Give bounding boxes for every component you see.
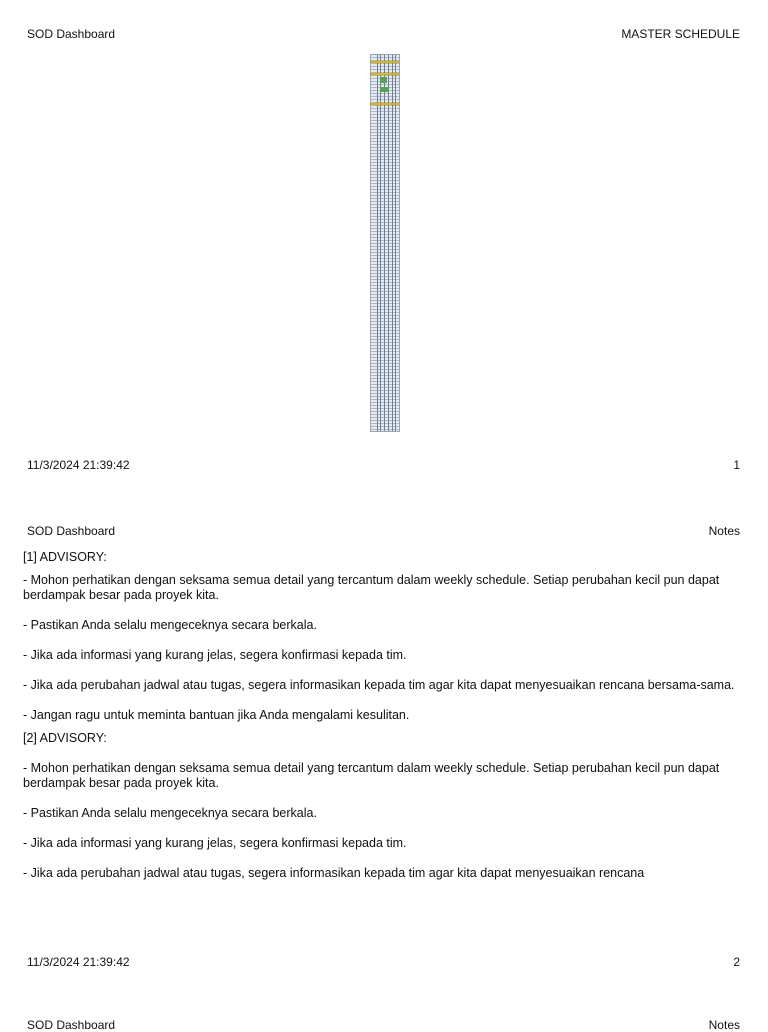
page-header-left: SOD Dashboard: [27, 524, 116, 538]
page-header-right: Notes: [708, 524, 740, 538]
page-header-right: MASTER SCHEDULE: [621, 27, 740, 41]
note-line: - Jika ada perubahan jadwal atau tugas, segera informasikan kepada tim agar kita dapat menyesuaikan rencana bersama-sama.: [23, 678, 735, 692]
note-line: - Pastikan Anda selalu mengeceknya secara berkala.: [23, 806, 317, 820]
advisory-heading: [1] ADVISORY:: [23, 550, 107, 564]
page-header-left: SOD Dashboard: [27, 27, 116, 41]
page-number: 1: [733, 458, 740, 472]
note-line: - Jangan ragu untuk meminta bantuan jika Anda mengalami kesulitan.: [23, 708, 410, 722]
page-header-left: SOD Dashboard: [27, 1018, 116, 1032]
note-line: - Mohon perhatikan dengan seksama semua detail yang tercantum dalam weekly schedule. Setiap perubahan kecil pun dapat berdampak besar pada proyek kita.: [23, 761, 720, 790]
note-line: - Jika ada informasi yang kurang jelas, segera konfirmasi kepada tim.: [23, 648, 407, 662]
master-schedule-thumbnail: [370, 54, 400, 432]
note-line: - Mohon perhatikan dengan seksama semua detail yang tercantum dalam weekly schedule. Setiap perubahan kecil pun dapat berdampak besar pada proyek kita.: [23, 573, 720, 602]
note-line: - Jika ada perubahan jadwal atau tugas, segera informasikan kepada tim agar kita dapat menyesuaikan rencana: [23, 866, 645, 880]
advisory-heading: [2] ADVISORY:: [23, 731, 107, 745]
page-footer-timestamp: 11/3/2024 21:39:42: [27, 458, 130, 472]
page-number: 2: [733, 955, 740, 969]
page-footer-timestamp: 11/3/2024 21:39:42: [27, 955, 130, 969]
note-line: - Jika ada informasi yang kurang jelas, segera konfirmasi kepada tim.: [23, 836, 407, 850]
page-header-right: Notes: [708, 1018, 740, 1032]
note-line: - Pastikan Anda selalu mengeceknya secara berkala.: [23, 618, 317, 632]
notes-body: [23, 550, 745, 896]
